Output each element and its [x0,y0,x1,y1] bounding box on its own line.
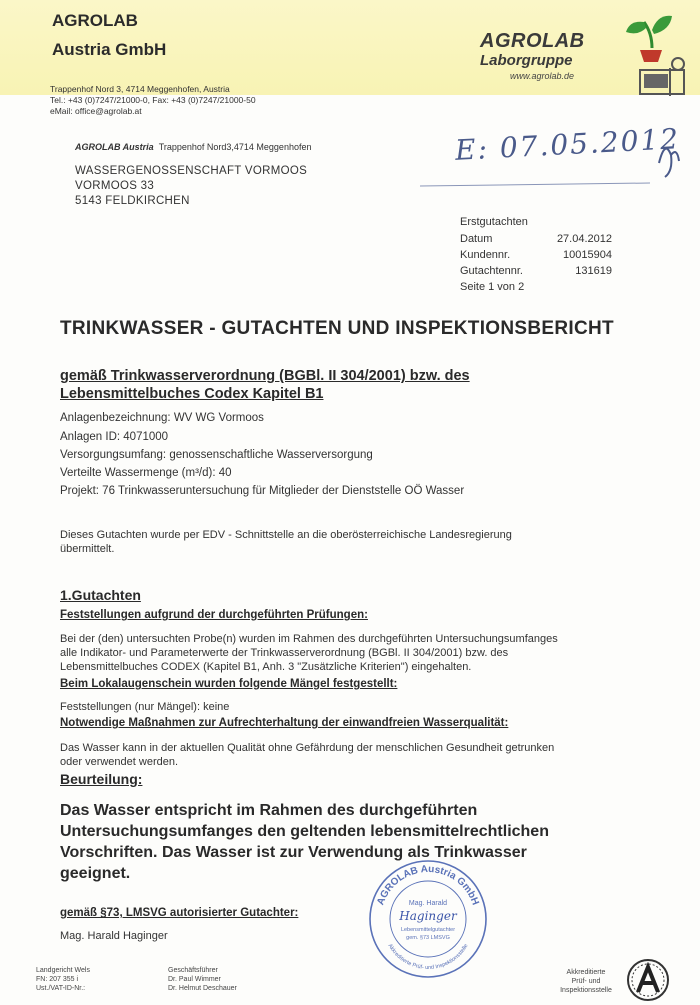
stamp-inner-title: Lebensmittelgutachter [400,927,456,933]
page-indicator: Seite 1 von 2 [460,281,525,293]
expert-name: Mag. Harald Haginger [60,930,168,942]
meta-label-datum: Datum [460,233,493,245]
verdict [60,800,620,884]
plant-lab-icon [622,8,694,100]
meta-label-kundennr: Kundennr. [460,249,511,261]
footer-line: Akkreditierte [566,969,606,976]
recipient-line: VORMOOS 33 [75,180,155,192]
stamp-inner-name: Mag. Harald [408,900,448,907]
sender-name: AGROLAB Austria [75,142,154,152]
official-stamp [367,858,489,980]
stamp-inner-law: gem. §73 LMSVG [406,935,450,941]
company-email: eMail: office@agrolab.at [50,106,142,116]
handwritten-receipt-date: E: 07.05.2012 [454,122,681,167]
info-water-volume: Verteilte Wassermenge (m³/d): 40 [60,467,232,479]
edv-note-line1: Dieses Gutachten wurde per EDV - Schnittstelle an die oberösterreichische Landesregierung [60,529,512,541]
logo-group: Laborgruppe [480,52,573,69]
info-plant-id: Anlagen ID: 4071000 [60,431,169,443]
inspection-heading: Beim Lokalaugenschein wurden folgende Mängel festgestellt: [60,678,398,690]
company-phone: Tel.: +43 (0)7247/21000-0, Fax: +43 (0)7247/21000-50 [50,95,256,105]
findings-text-line: Bei der (den) untersuchten Probe(n) wurden im Rahmen des durchgeführten Untersuchungsumfanges [60,633,558,645]
info-supply-scope: Versorgungsumfang: genossenschaftliche Wasserversorgung [60,449,373,461]
company-name: AGROLAB [52,11,138,30]
stamp-ring-text: AGROLAB Austria GmbH [375,863,481,907]
meta-value-datum: 27.04.2012 [556,233,612,245]
assessment-heading: Beurteilung: [60,771,143,787]
measures-heading: Notwendige Maßnahmen zur Aufrechterhaltung der einwandfreien Wasserqualität: [60,717,509,729]
sender-line [75,142,311,152]
findings-text-line: alle Indikator- und Parameterwerte der Trinkwasserverordnung (BGBl. II 304/2001) bzw. des [60,647,509,659]
meta-value-kundennr: 10015904 [563,249,612,261]
verdict-line: geeignet. [60,865,131,882]
logo-url: www.agrolab.de [510,71,575,81]
findings-text-line: Lebensmittelbuches CODEX (Kapitel B1, Anh. 3 "Zusätzliche Kriterien") eingehalten. [60,661,472,673]
recipient-line: WASSERGENOSSENSCHAFT VORMOOS [75,165,308,177]
logo-name: AGROLAB [480,30,585,52]
meta-value-gutachtennr: 131619 [575,265,612,277]
info-project: Projekt: 76 Trinkwasseruntersuchung für Mitglieder der Dienststelle OÖ Wasser [60,485,465,497]
findings-heading: Feststellungen aufgrund der durchgeführten Prüfungen: [60,609,368,621]
company-subname: Austria GmbH [52,40,167,59]
inspection-text: Feststellungen (nur Mängel): keine [60,701,230,713]
sender-address: Trappenhof Nord3,4714 Meggenhofen [158,142,312,152]
recipient-line: 5143 FELDKIRCHEN [75,195,190,207]
measures-text-line: oder verwendet werden. [60,756,179,768]
footer-line: Geschäftsführer [168,967,218,974]
footer-management [168,966,237,993]
measures-text-line: Das Wasser kann in der aktuellen Qualität ohne Gefährdung der menschlichen Gesundheit getrunken [60,742,555,754]
footer-line: Inspektionsstelle [560,987,612,994]
section-heading: 1.Gutachten [60,587,141,603]
verdict-line: Das Wasser entspricht im Rahmen des durchgeführten [60,802,478,819]
footer-line: Prüf- und [571,978,601,985]
verdict-line: Untersuchungsumfanges den geltenden lebensmittelrechtlichen [60,823,549,840]
footer-line: Dr. Helmut Deschauer [168,985,237,992]
verdict-line: Vorschriften. Das Wasser ist zur Verwendung als Trinkwasser [60,844,527,861]
footer-line: Ust./VAT-ID-Nr.: [36,985,86,992]
footer-line: FN: 207 355 i [36,976,79,983]
subtitle-line2: Lebensmittelbuches Codex Kapitel B1 [60,386,324,402]
page-title: TRINKWASSER - GUTACHTEN UND INSPEKTIONSBERICHT [60,318,614,339]
doc-type: Erstgutachten [460,216,528,228]
meta-label-gutachtennr: Gutachtennr. [460,265,523,277]
footer-line: Landgericht Wels [36,967,90,974]
handwritten-underline [420,182,650,188]
stamp-bottom-text: Akkreditierte Prüf- und Inspektionsstelle [386,943,470,972]
expert-heading: gemäß §73, LMSVG autorisierter Gutachter: [60,907,299,919]
footer-accreditation [556,968,616,995]
footer-line: Dr. Paul Wimmer [168,976,221,983]
info-plant-name: Anlagenbezeichnung: WV WG Vormoos [60,412,264,424]
accreditation-emblem-icon [626,958,670,1002]
footer-registry [36,966,90,993]
stamp-signature: Haginger [399,909,457,923]
handwritten-signature [655,133,685,183]
subtitle-line1: gemäß Trinkwasserverordnung (BGBl. II 304/2001) bzw. des [60,368,470,384]
company-address: Trappenhof Nord 3, 4714 Meggenhofen, Austria [50,84,230,94]
edv-note-line2: übermittelt. [60,543,115,555]
